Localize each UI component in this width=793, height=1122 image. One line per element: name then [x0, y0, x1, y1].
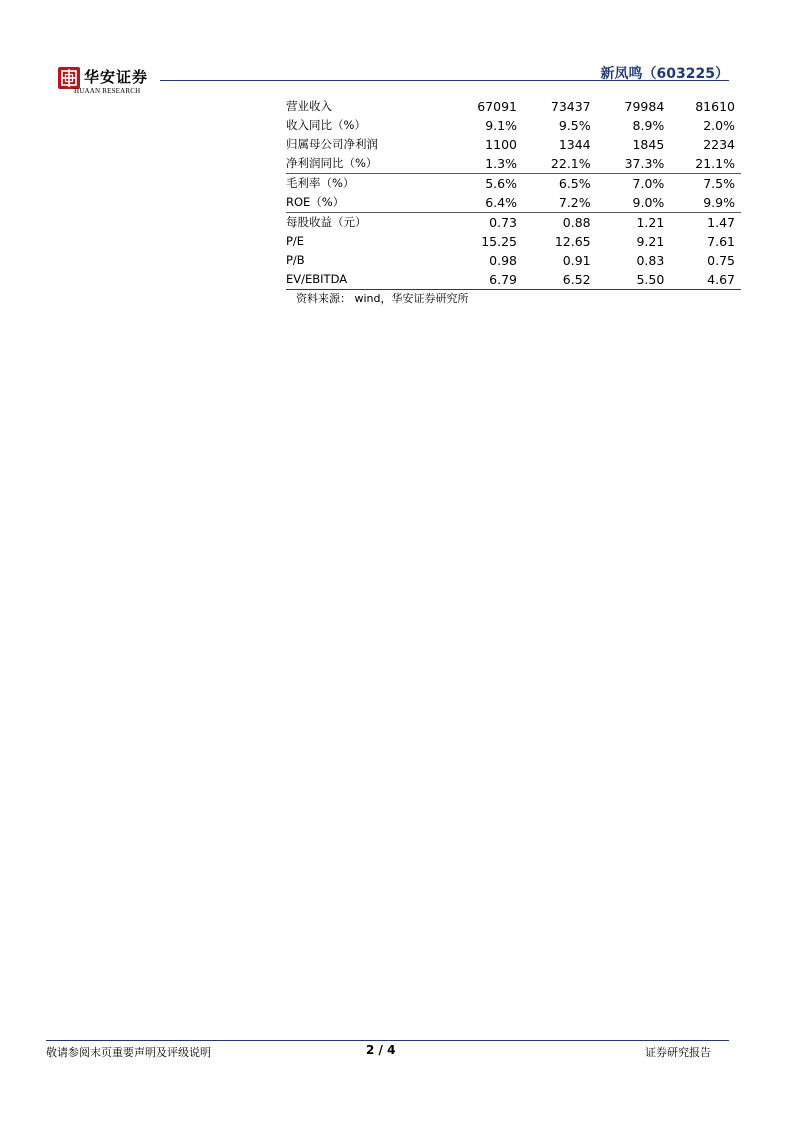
table-row	[286, 135, 741, 154]
row-label: EV/EBITDA	[286, 270, 443, 290]
row-value: 5.50	[591, 270, 665, 290]
table-row	[286, 154, 741, 174]
table-row	[286, 213, 741, 233]
report-company-title: 新凤鸣（603225）	[600, 66, 729, 82]
row-label: 净利润同比（%）	[286, 154, 443, 174]
financial-forecast-table	[286, 97, 741, 290]
row-value: 6.52	[517, 270, 591, 290]
row-value: 1845	[632, 137, 665, 152]
row-value: 7.0%	[632, 176, 665, 191]
table-row	[286, 232, 741, 251]
table-row	[286, 97, 741, 116]
row-value: 0.98	[489, 253, 517, 268]
row-value: 9.9%	[664, 193, 741, 213]
row-value: 81610	[695, 99, 735, 114]
row-value: 1100	[485, 137, 517, 152]
row-value: 1344	[558, 137, 591, 152]
company-logo	[58, 67, 158, 97]
row-label: P/E	[286, 234, 305, 248]
row-value: 0.75	[707, 253, 735, 268]
row-value: 7.2%	[517, 193, 591, 213]
row-value: 6.79	[443, 270, 517, 290]
logo-english-name: HUAAN RESEARCH	[74, 87, 141, 95]
row-value: 1.3%	[443, 154, 517, 174]
footer-report-type: 证券研究报告	[645, 1046, 711, 1059]
row-value: 6.4%	[443, 193, 517, 213]
row-value: 4.67	[664, 270, 741, 290]
row-value: 1.47	[707, 215, 735, 230]
row-value: 15.25	[481, 234, 517, 249]
row-value: 6.5%	[558, 176, 591, 191]
page-number: 2 / 4	[366, 1043, 396, 1057]
table-row	[286, 270, 741, 290]
table-row	[286, 193, 741, 213]
row-value: 5.6%	[485, 176, 517, 191]
logo-seal-icon	[58, 67, 80, 89]
row-value: 7.61	[707, 234, 735, 249]
row-value: 22.1%	[517, 154, 591, 174]
row-value: 8.9%	[632, 118, 665, 133]
row-value: 0.88	[562, 215, 591, 230]
row-value: 9.1%	[485, 118, 517, 133]
footer-disclaimer: 敬请参阅末页重要声明及评级说明	[46, 1046, 211, 1059]
row-label: 归属母公司净利润	[286, 137, 378, 151]
row-label: 毛利率（%）	[286, 176, 355, 190]
row-label: ROE（%）	[286, 193, 443, 213]
row-label: P/B	[286, 253, 305, 267]
row-value: 67091	[477, 99, 517, 114]
row-value: 73437	[550, 99, 591, 114]
row-value: 2234	[703, 137, 735, 152]
row-label: 每股收益（元）	[286, 215, 367, 229]
table-source-note: 资料来源： wind，华安证券研究所	[296, 292, 469, 305]
row-value: 21.1%	[664, 154, 741, 174]
row-value: 7.5%	[703, 176, 735, 191]
row-value: 0.73	[489, 215, 517, 230]
row-value: 0.91	[562, 253, 591, 268]
row-value: 9.5%	[558, 118, 591, 133]
row-value: 79984	[624, 99, 665, 114]
row-value: 1.21	[636, 215, 665, 230]
table-row	[286, 174, 741, 194]
row-value: 12.65	[554, 234, 591, 249]
logo-chinese-name: 华安证券	[84, 68, 149, 86]
table-row	[286, 251, 741, 270]
footer-divider	[46, 1040, 729, 1041]
row-value: 0.83	[636, 253, 665, 268]
row-label: 营业收入	[286, 99, 332, 113]
row-value: 2.0%	[703, 118, 735, 133]
row-value: 37.3%	[591, 154, 665, 174]
table-row	[286, 116, 741, 135]
row-value: 9.0%	[591, 193, 665, 213]
row-value: 9.21	[636, 234, 665, 249]
row-label: 收入同比（%）	[286, 118, 366, 132]
